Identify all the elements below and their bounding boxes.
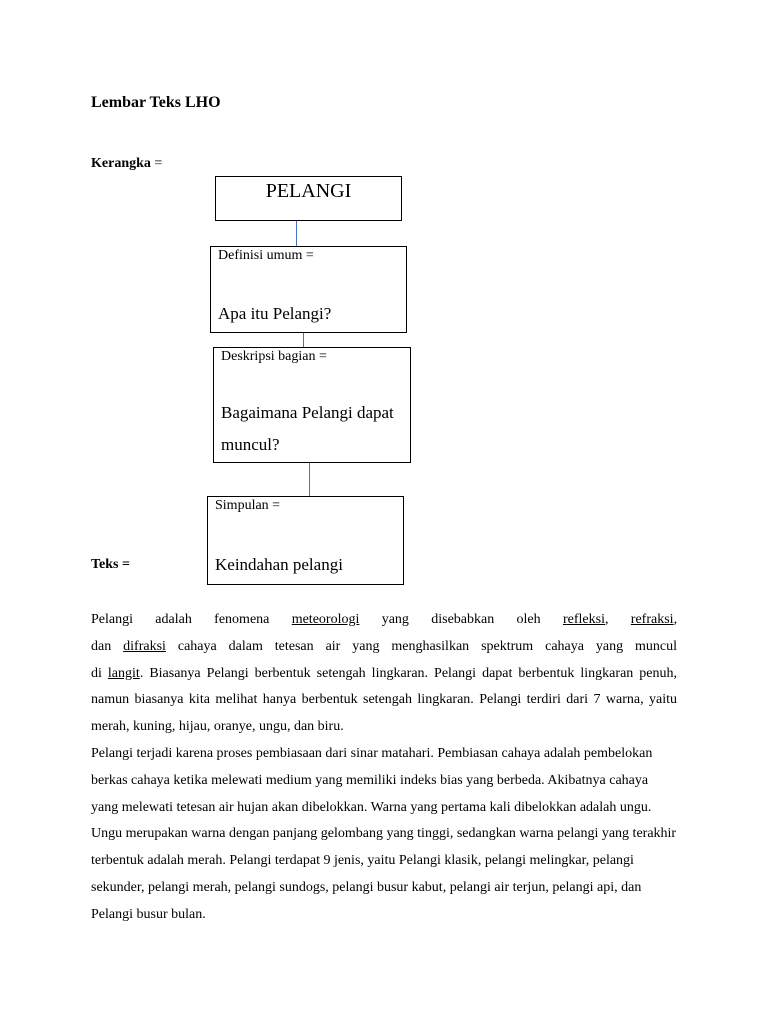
diagram-box-simpulan	[207, 496, 404, 585]
diagram-box-title-value: PELANGI	[265, 180, 352, 202]
diagram-box-deskripsi-label: Deskripsi bagian =	[221, 349, 327, 364]
link-refraksi[interactable]: refraksi	[630, 612, 674, 627]
kerangka-label-suffix: =	[150, 156, 163, 171]
p1-word: disebabkan	[431, 612, 495, 627]
p1-word: di	[91, 665, 102, 681]
connector-line-3	[309, 463, 310, 496]
paragraph2: Pelangi terjadi karena proses pembiasaan dari sinar matahari. Pembiasan cahaya adalah pembelokan berkas cahaya ketika melewati medium yang memiliki indeks bias yang berbeda. Akibatnya cahaya yang melewati tetesan air hujan akan dibelokkan. Warna yang pertama kali dibelokkan adalah ungu. Ungu merupakan warna dengan panjang gelombang yang tinggi, sedangkan warna pelangi yang terakhir terbentuk adalah merah. Pelangi terdapat 9 jenis, yaitu Pelangi klasik, pelangi melingkar, pelangi sekunder, pelangi merah, pelangi sundogs, pelangi busur kabut, pelangi air terjun, pelangi api, dan Pelangi busur bulan.	[91, 745, 677, 922]
link-refleksi[interactable]: refleksi	[562, 612, 605, 627]
p1-comma: ,	[673, 612, 678, 627]
paragraph1-rest	[91, 661, 677, 741]
p1-word: oleh	[516, 612, 541, 627]
kerangka-label-bold: Kerangka	[91, 156, 151, 171]
p1-word: Pelangi adalah	[91, 612, 192, 627]
diagram-box-simpulan-label: Simpulan =	[215, 498, 281, 513]
diagram-box-definisi-value: Apa itu Pelangi?	[218, 304, 332, 323]
kerangka-label	[91, 156, 162, 172]
link-meteorologi[interactable]: meteorologi	[291, 612, 360, 627]
teks-label-text: Teks =	[91, 557, 130, 572]
paragraph1-line2	[91, 634, 677, 661]
teks-label	[91, 557, 130, 573]
diagram-box-definisi-label: Definisi umum =	[218, 248, 314, 263]
diagram-box-deskripsi-value: Bagaimana Pelangi dapat muncul?	[221, 403, 394, 454]
p1-word: yang	[381, 612, 409, 627]
diagram-box-deskripsi	[213, 347, 411, 463]
paragraph1-line1	[91, 607, 677, 634]
page-title: Lembar Teks LHO	[91, 94, 221, 111]
diagram-box-title	[215, 176, 402, 221]
p1-comma: ,	[604, 612, 609, 627]
link-difraksi[interactable]: difraksi	[123, 638, 166, 654]
p1-word: dan	[91, 638, 112, 654]
diagram-box-simpulan-value: Keindahan pelangi	[215, 555, 343, 574]
diagram-box-definisi	[210, 246, 407, 333]
p1-word: fenomena	[214, 612, 270, 627]
body-text	[91, 607, 677, 929]
link-langit[interactable]: langit	[107, 665, 140, 681]
p1-text: cahaya dalam tetesan air yang menghasilkan spektrum cahaya yang muncul	[177, 638, 678, 654]
p1-text: . Biasanya Pelangi berbentuk setengah lingkaran. Pelangi dapat berbentuk lingkaran penuh, namun biasanya kita melihat hanya berbentuk setengah lingkaran. Pelangi terdiri dari 7 warna, yaitu merah, kuning, hijau, oranye, ungu, dan biru.	[91, 665, 678, 735]
